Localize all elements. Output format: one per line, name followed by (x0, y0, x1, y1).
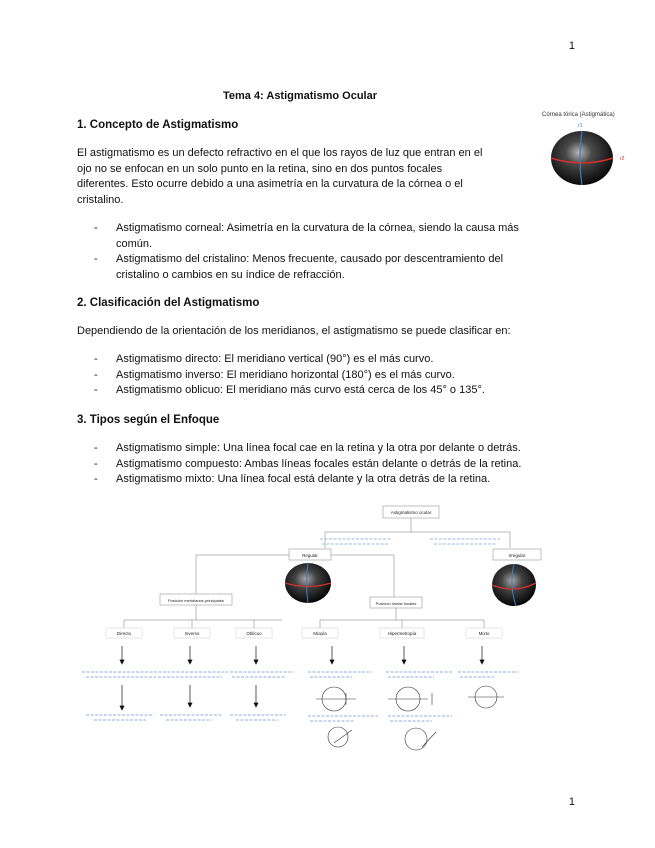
section-1-heading: 1. Concepto de Astigmatismo (77, 119, 239, 131)
list-item (94, 252, 519, 283)
box-hipermetropia-label: Hipermetropía (387, 631, 417, 636)
paragraph-line: El astigmatismo es un defecto refractivo en el que los rayos de luz que entran en el (77, 147, 483, 159)
list-item: - Astigmatismo directo: El meridiano vertical (90°) es el más curvo. (94, 352, 485, 368)
box-mixto-label: Mixto (478, 631, 490, 636)
cornea-figure (540, 118, 632, 194)
box-oblicuo-label: Oblicuo (246, 631, 262, 636)
box-inverso-label: Inverso (184, 631, 200, 636)
section-2-list (94, 352, 485, 399)
cornea-figure-caption: Córnea tórica (Astigmática) (542, 112, 615, 118)
list-item-line: - Astigmatismo corneal: Asimetría en la curvatura de la córnea, siendo la causa más (116, 222, 519, 234)
list-item: - Astigmatismo inverso: El meridiano horizontal (180°) es el más curvo. (94, 368, 485, 384)
irregular-eye-illustration (492, 564, 536, 606)
box-meridians-label: Posición meridianos principales (167, 598, 225, 603)
section-1-list (94, 221, 519, 283)
paragraph-line: ojo no se enfocan en un solo punto en la retina, sino en dos puntos focales (77, 162, 443, 175)
list-item: - Astigmatismo mixto: Una línea focal está delante y la otra detrás de la retina. (94, 472, 521, 488)
list-item: - Astigmatismo simple: Una línea focal cae en la retina y la otra por delante o detrás. (94, 441, 521, 457)
list-item: - Astigmatismo oblicuo: El meridiano más curvo está cerca de los 45° o 135°. (94, 383, 485, 399)
paragraph-line: diferentes. Esto ocurre debido a una asimetría en la curvatura de la córnea o el (77, 178, 463, 190)
section-3-heading: 3. Tipos según el Enfoque (77, 414, 220, 426)
astigmatism-classification-diagram (72, 502, 562, 764)
box-directo-label: Directo (116, 631, 132, 636)
box-root-label: Astigmatismo ocular (390, 510, 432, 515)
section-2-heading: 2. Clasificación del Astigmatismo (77, 297, 260, 309)
box-focal-label: Posición líneas focales (375, 601, 417, 606)
list-item: - Astigmatismo compuesto: Ambas líneas focales están delante o detrás de la retina. (94, 457, 521, 473)
page-number-bottom: 1 (568, 796, 575, 808)
regular-eye-illustration (285, 563, 331, 603)
page-title: Tema 4: Astigmatismo Ocular (222, 90, 378, 102)
box-regular-label: Regular (302, 553, 318, 558)
svg-text:r1: r1 (578, 123, 583, 129)
list-item-line: - Astigmatismo del cristalino: Menos frecuente, causado por descentramiento del (116, 253, 504, 265)
list-item-line: cristalino o cambios en su índice de refracción. (116, 268, 345, 281)
list-item (94, 221, 519, 252)
page-number-top: 1 (568, 40, 575, 52)
section-3-list (94, 441, 521, 488)
section-1-paragraph (77, 146, 482, 208)
list-item-line: común. (116, 237, 153, 250)
box-irregular-label: Irregular (508, 553, 526, 558)
paragraph-line: cristalino. (77, 193, 124, 206)
svg-text:r2: r2 (620, 156, 625, 162)
section-2-paragraph: Dependiendo de la orientación de los meridianos, el astigmatismo se puede clasificar en: (77, 325, 511, 337)
box-miopia-label: Miopía (313, 631, 327, 636)
